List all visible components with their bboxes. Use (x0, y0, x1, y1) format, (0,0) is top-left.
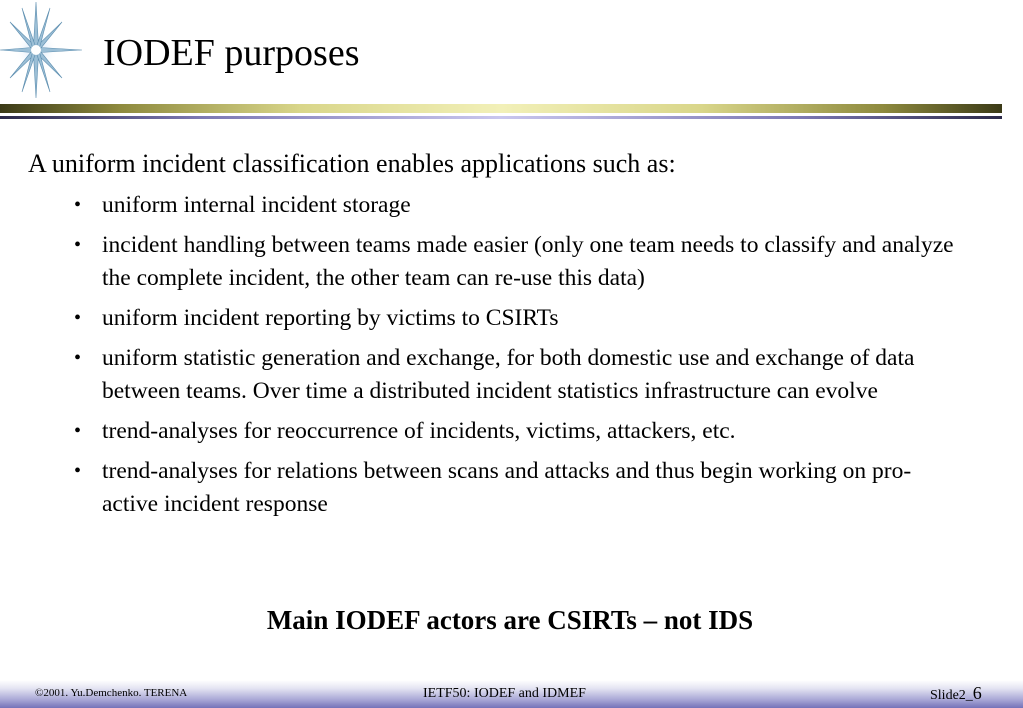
header-divider-thick (0, 104, 1002, 113)
bullet-text: trend-analyses for reoccurrence of incidents, victims, attackers, etc. (102, 418, 736, 444)
bullet-dot-icon: • (74, 347, 82, 369)
list-item (0, 302, 1000, 335)
list-item (0, 415, 1000, 448)
bullet-text: trend-analyses for relations between scans and attacks and thus begin working on pro-active incident response (102, 458, 912, 517)
list-item (0, 189, 1000, 222)
bullet-dot-icon: • (74, 307, 82, 329)
bullet-text: uniform incident reporting by victims to CSIRTs (102, 305, 559, 331)
bullet-list (0, 189, 1000, 528)
slide-title: IODEF purposes (103, 32, 360, 74)
bullet-dot-icon: • (74, 194, 82, 216)
star-burst-icon (0, 0, 84, 104)
footer-event-title: IETF50: IODEF and IDMEF (423, 686, 586, 701)
list-item (0, 342, 1000, 408)
list-item (0, 229, 1000, 295)
bullet-text: uniform statistic generation and exchange, for both domestic use and exchange of data between teams. Over time a distributed incident statistics infrastructure can evolve (102, 345, 915, 404)
slide-number (930, 683, 982, 706)
footer-copyright: ©2001. Yu.Demchenko. TERENA (35, 687, 188, 699)
bullet-text: uniform internal incident storage (102, 192, 411, 218)
bullet-text: incident handling between teams made easier (only one team needs to classify and analyze the complete incident, the other team can re-use this data) (102, 232, 954, 291)
intro-text: A uniform incident classification enables applications such as: (28, 149, 676, 178)
list-item (0, 455, 1000, 521)
key-message: Main IODEF actors are CSIRTs – not IDS (266, 605, 754, 635)
bullet-dot-icon: • (74, 460, 82, 482)
slide-number-value: 6 (972, 683, 982, 703)
bullet-dot-icon: • (74, 420, 82, 442)
bullet-dot-icon: • (74, 234, 82, 256)
slide-number-label: Slide2_ (930, 688, 973, 703)
header-divider-thin (0, 116, 1002, 119)
